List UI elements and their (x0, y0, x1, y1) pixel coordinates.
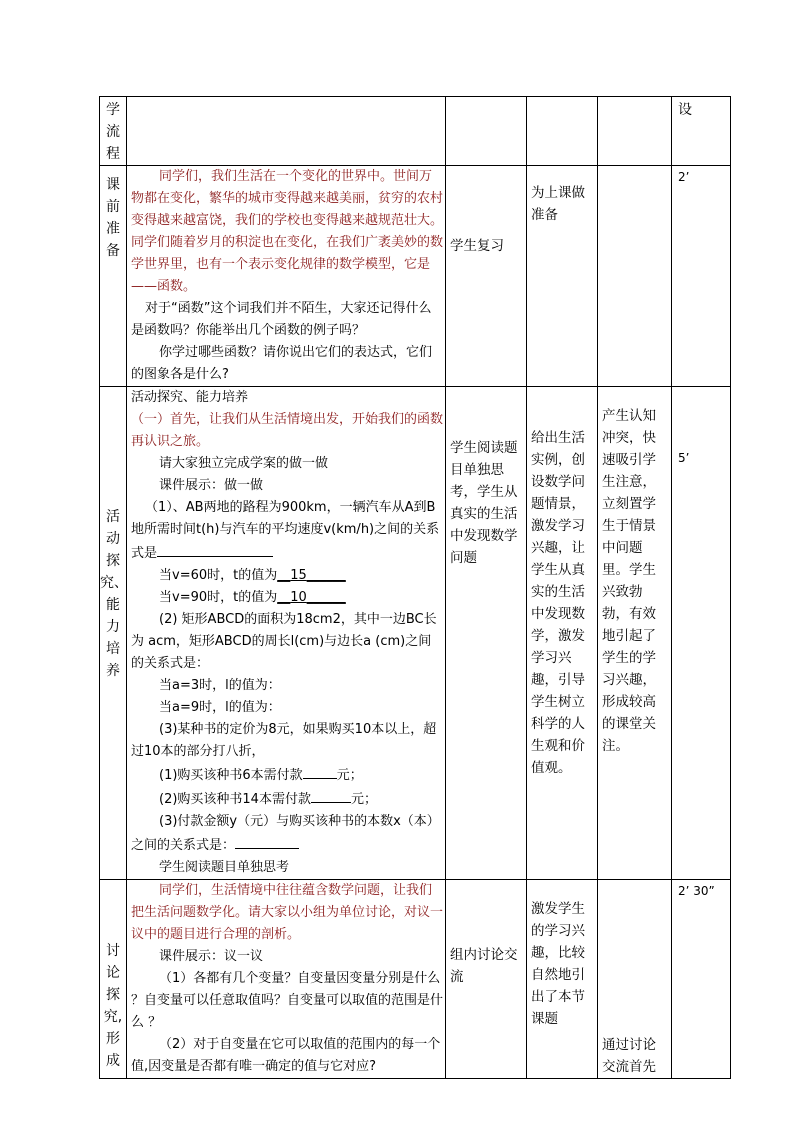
question-2a: 当a=3时，l的值为： (159, 678, 281, 693)
discussion-content (127, 880, 446, 1079)
question-2: （2）对于自变量在它可以取值的范围内的每一个值,因变量是否都有唯一确定的值与它对应? (131, 1037, 441, 1074)
question-3b: (2)购买该种书14本需付款 元； (131, 787, 443, 811)
question-2: (2) 矩形ABCD的面积为18cm2，其中一边BC长为 acm，矩形ABCD的周长l(cm)与边长a (cm)之间的关系式是： (131, 612, 437, 671)
stage-char: 活 (106, 509, 120, 525)
stage-char: 形 (106, 1031, 120, 1047)
stage-char: 养 (106, 663, 120, 679)
stage-cell-discussion (100, 880, 127, 1079)
student-cell (446, 97, 527, 166)
design-cell: 设 (672, 97, 731, 166)
question-1: （1）各都有几个变量？自变量因变量分别是什么 ？自变量可以任意取值吗？自变量可以取值的范围是什么 ？ (131, 971, 444, 1030)
stage-char: 探 (106, 987, 120, 1003)
answer-blank (311, 787, 351, 803)
intro-paragraph: 同学们，我们生活在一个变化的世界中。世间万物都在变化，繁华的城市变得越来越美丽，贫穷的农村变得越来越富饶，我们的学校也变得越来越规范壮大。同学们随着岁月的积淀也在变化，在我们广袤美妙的数学世界里，也有一个表示变化规律的数学模型，它是——函数。 (131, 169, 444, 294)
question-3: (3)某种书的定价为8元，如果购买10本以上，超过10本的部分打八折， (131, 722, 437, 759)
question-paragraph: 对于“函数”这个词我们并不陌生，大家还记得什么是函数吗？你能举出几个函数的例子吗？ (131, 301, 432, 338)
stage-cell-pre-class (100, 166, 127, 387)
lesson-plan-table (99, 96, 731, 1079)
time-allocation: 5’ (672, 387, 731, 880)
content-cell (127, 97, 446, 166)
stage-char: 备 (106, 243, 120, 259)
design-intent: 给出生活实例，创设数学问题情景，激发学习兴趣，让学生从真实的生活中发现数学，激发学习兴趣，引导学生树立科学的人生观和价值观。 (527, 387, 598, 880)
stage-char: 学 (106, 102, 120, 118)
stage-char: 究, (103, 1009, 123, 1025)
instruction: 请大家独立完成学案的做一做 (159, 456, 329, 471)
courseware-label: 课件展示：议一议 (159, 949, 264, 964)
stage-cell-activity (100, 387, 127, 880)
stage-char: 培 (106, 641, 120, 657)
time-allocation: 2’ 30” (672, 880, 731, 1079)
answer-blank (303, 763, 337, 779)
answer-value: __10______ (277, 590, 346, 605)
activity-content (127, 387, 446, 880)
question-1b: 当v=90时，t的值为__10______ (159, 590, 346, 605)
question-paragraph: 你学过哪些函数？请你说出它们的表达式，它们的图象各是什么? (131, 345, 433, 382)
question-1: （1）、AB两地的路程为900km，一辆汽车从A到B地所需时间t(h)与汽车的平均速度v(km/h)之间的关系式是 (131, 500, 440, 561)
student-activity: 学生阅读题目单独思考，学生从真实的生活中发现数学问题 (446, 387, 527, 880)
stage-char: 程 (106, 146, 120, 162)
answer-value: __15______ (277, 568, 346, 583)
stage-char: 动 (106, 531, 120, 547)
intro-paragraph: 同学们，生活情境中往往蕴含数学问题，让我们把生活问题数学化。请大家以小组为单位讨论，对议一议中的题目进行合理的剖析。 (131, 883, 444, 942)
table-row-pre-class (100, 166, 731, 387)
question-2b: 当a=9时，l的值为： (159, 700, 281, 715)
answer-blank (235, 833, 299, 849)
expected-effect: 产生认知冲突，快速吸引学生注意，立刻置学生于情景中问题里。学生兴致勃勃，有效地引起了学生的学习兴趣，形成较高的课堂关注。 (598, 387, 672, 880)
stage-cell-process (100, 97, 127, 166)
effect-cell (598, 166, 672, 387)
stage-char: 究、能 (100, 575, 128, 613)
stage-char: 前 (106, 199, 120, 215)
intent-cell (527, 97, 598, 166)
effect-cell (598, 97, 672, 166)
time-allocation: 2’ (672, 166, 731, 387)
question-3c: (3)付款金额y（元）与购买该种书的本数x（本）之间的关系式是： (131, 814, 440, 853)
table-row-header (100, 97, 731, 166)
stage-char: 讨 (106, 943, 120, 959)
question-3a: (1)购买该种书6本需付款 元； (131, 763, 443, 787)
intro-paragraph: （一）首先，让我们从生活情境出发，开始我们的函数再认识之旅。 (131, 412, 444, 449)
table-row-discussion (100, 880, 731, 1079)
courseware-label: 课件展示：做一做 (159, 478, 264, 493)
stage-char: 流 (106, 124, 120, 140)
closing-line: 学生阅读题目单独思考 (159, 860, 290, 875)
design-intent: 为上课做准备 (527, 166, 598, 387)
pre-class-content (127, 166, 446, 387)
student-activity: 学生复习 (446, 166, 527, 387)
expected-effect: 通过讨论交流首先 (598, 880, 672, 1079)
stage-char: 论 (106, 965, 120, 981)
section-heading: 活动探究、能力培养 (131, 390, 249, 405)
stage-char: 探 (106, 553, 120, 569)
design-intent: 激发学生的学习兴趣，比较自然地引出了本节课题 (527, 880, 598, 1079)
stage-char: 力 (106, 619, 120, 635)
stage-char: 课 (106, 177, 120, 193)
student-activity: 组内讨论交流 (446, 880, 527, 1079)
table-row-activity (100, 387, 731, 880)
question-1a: 当v=60时，t的值为__15______ (159, 568, 346, 583)
answer-blank (157, 541, 273, 557)
stage-char: 成 (106, 1053, 120, 1069)
stage-char: 准 (106, 221, 120, 237)
